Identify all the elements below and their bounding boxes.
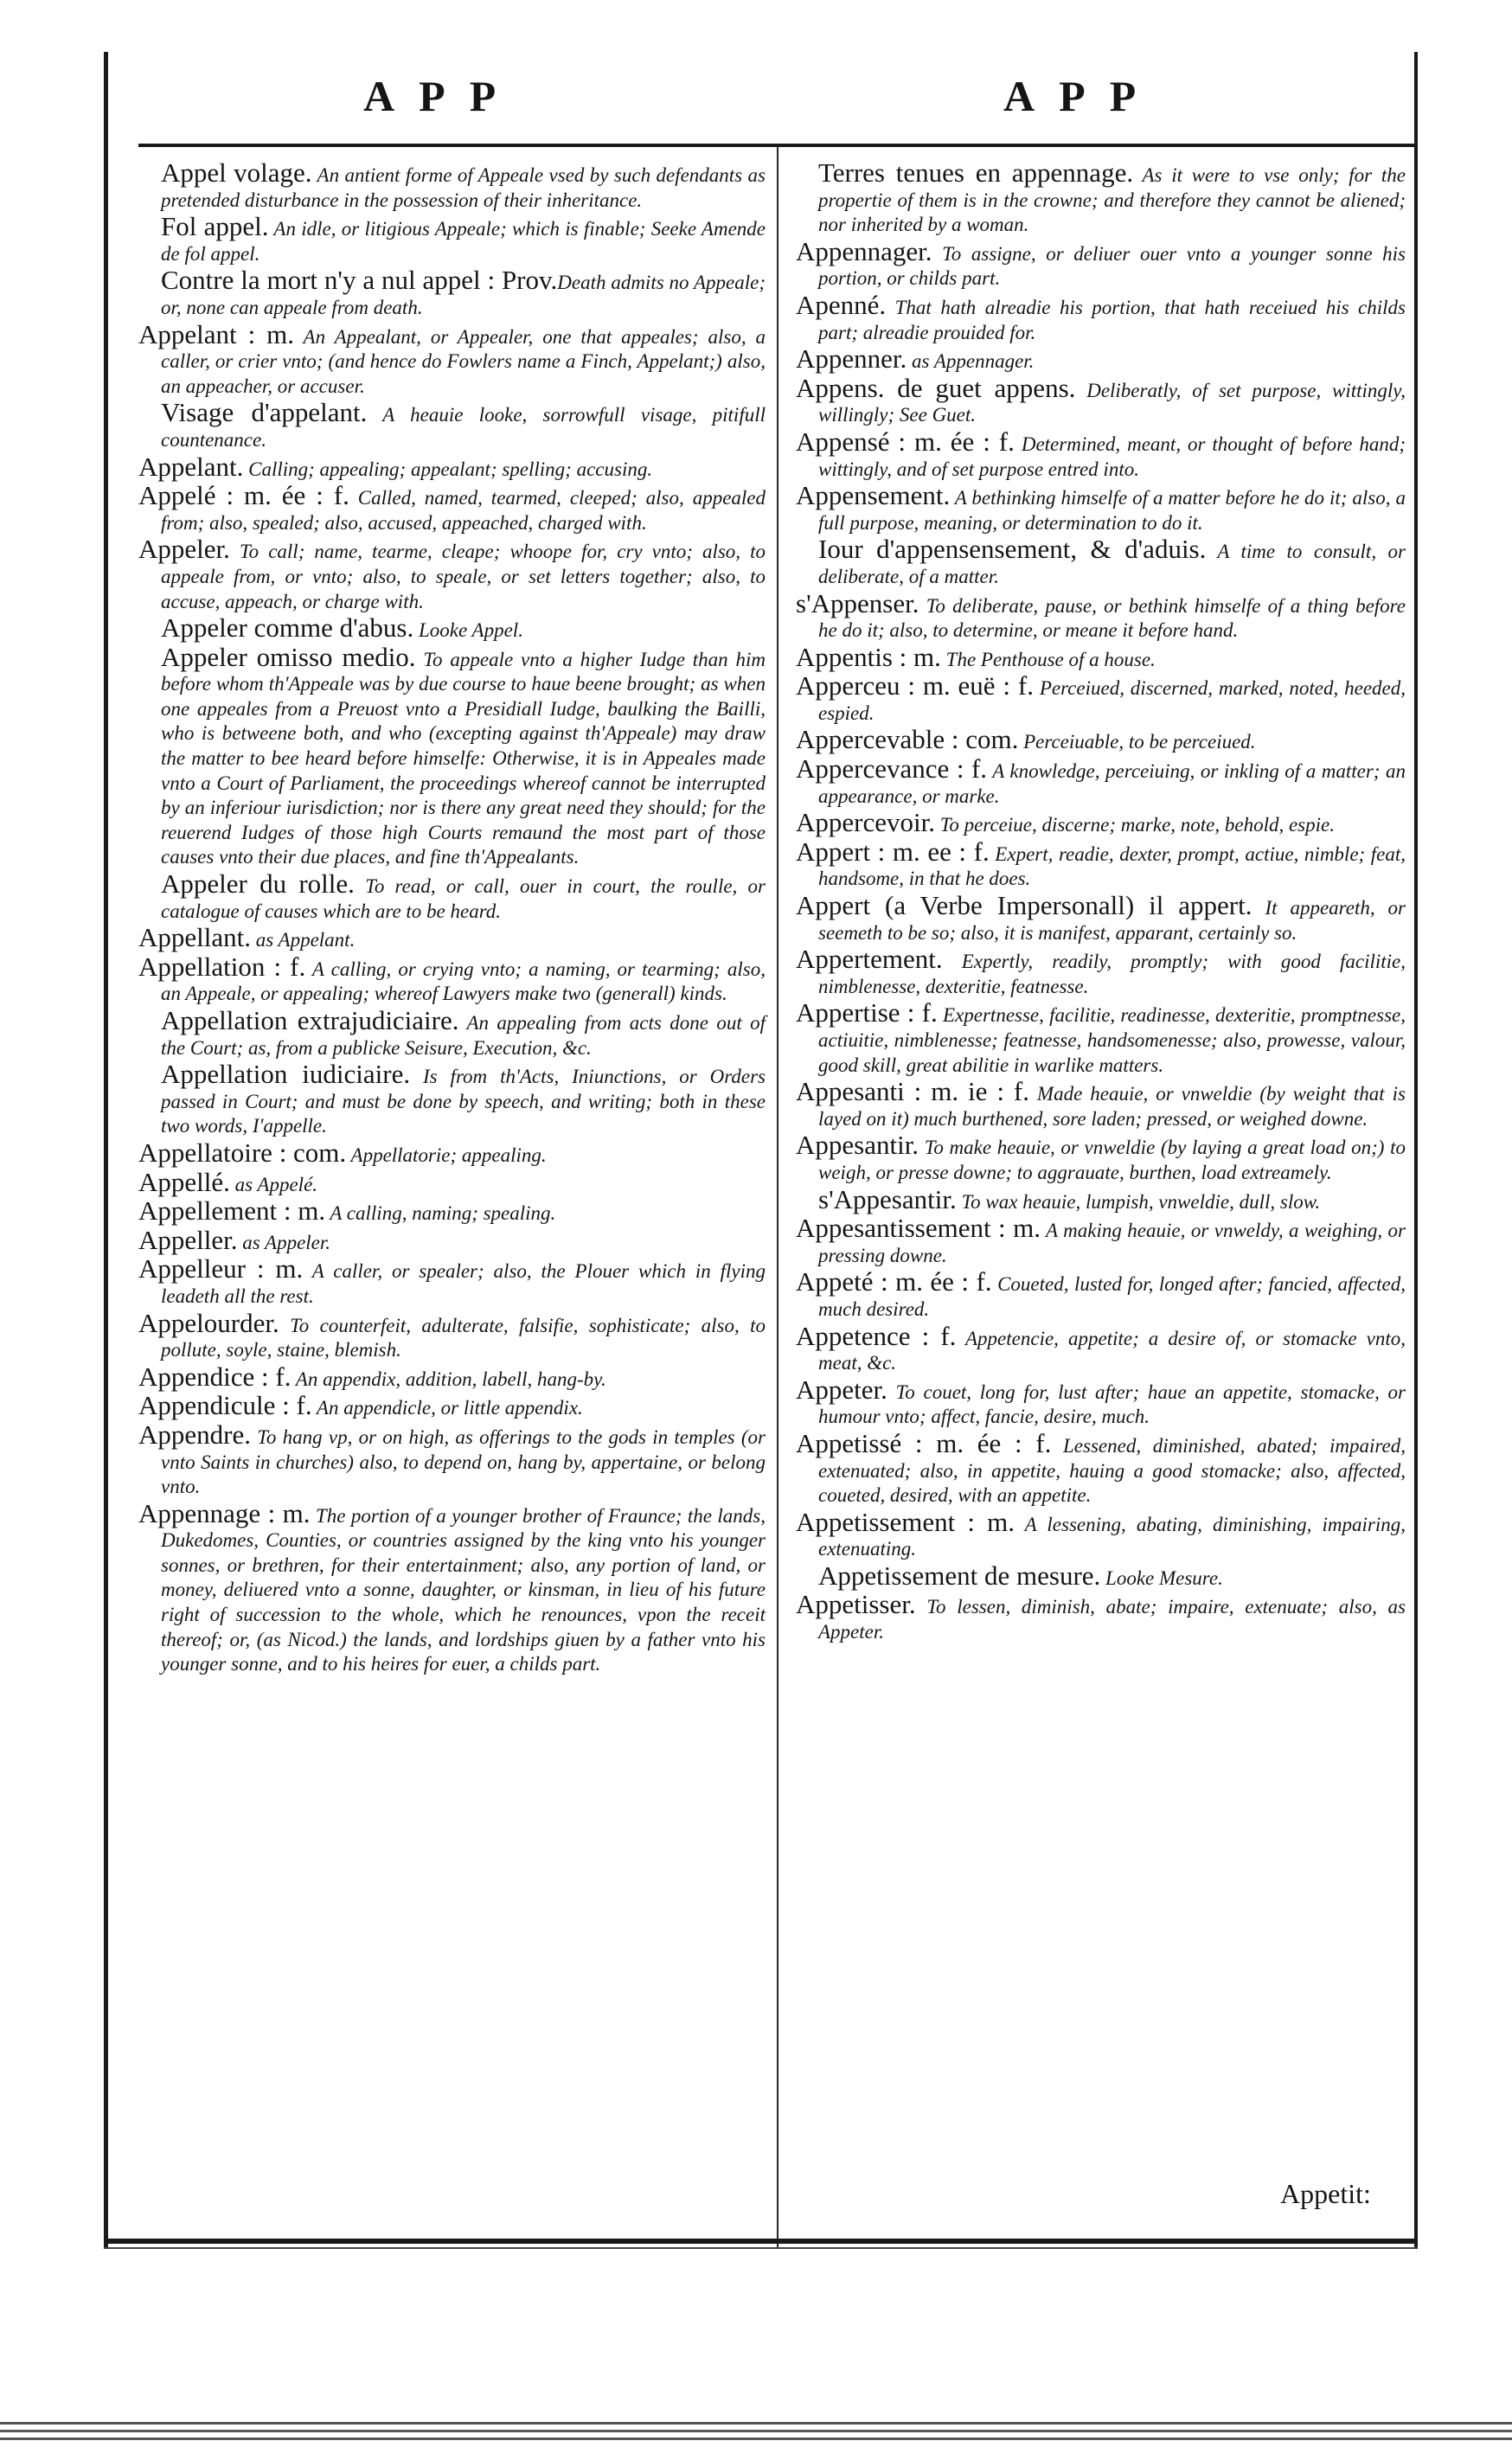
running-head-left: APP [363,72,521,120]
dictionary-entry [796,1130,1406,1185]
dictionary-entry [796,944,1406,999]
entry-headword: s'Appenser. [796,587,919,618]
dictionary-entry [796,1076,1406,1131]
dictionary-entry [138,451,766,483]
dictionary-entry [138,157,766,213]
entry-headword: Appertise : f. [796,997,938,1028]
entry-definition: Called, named, tearmed, cleeped; also, appealed from; also, spealed; also, accused, appeached, charged with. [161,487,766,534]
entry-definition: Appetencie, appetite; a desire of, or stomacke vnto, meat, &c. [818,1327,1406,1374]
entry-definition: Expert, readie, dexter, prompt, actiue, nimble; feat, handsome, in that he does. [818,842,1406,890]
entry-headword: Appesantir. [796,1130,919,1161]
entry-headword: Appellation : f. [138,951,306,982]
entry-headword: Appennager. [796,235,932,266]
dictionary-entry [138,265,766,320]
dictionary-entry [796,235,1406,291]
entry-headword: Contre la mort n'y a nul appel : Prov. [161,265,558,296]
entry-definition: To call; name, tearme, cleape; whoope for, cry vnto; also, to appeale from, or vnto; also, to speale, or set letters together; also, to accuse, appeach, or charge with. [161,541,766,612]
header-rule [138,144,1414,147]
entry-headword: Iour d'appensensement, & d'aduis. [818,534,1207,565]
entry-headword: Appeté : m. ée : f. [796,1266,992,1297]
entry-definition: Death admits no Appeale; or, none can appeale from death. [161,272,766,318]
dictionary-entry [138,480,766,535]
dictionary-entry [796,836,1406,892]
entry-definition: The Penthouse of a house. [940,648,1156,670]
dictionary-entry [138,1059,766,1139]
entry-headword: Appelé : m. ée : f. [138,480,349,511]
dictionary-entry [796,534,1406,589]
entry-headword: Appellant. [138,922,251,953]
entry-headword: Appert : m. ee : f. [796,836,990,867]
entry-definition: To assigne, or deliuer ouer vnto a younger sonne his portion, or childs part. [818,242,1406,290]
dictionary-entry [796,426,1406,482]
dictionary-entry [138,1137,766,1169]
dictionary-entry [138,1390,766,1421]
entry-definition: Looke Mesure. [1100,1566,1223,1589]
dictionary-entry [138,1361,766,1393]
entry-definition: A calling, naming; spealing. [325,1202,556,1225]
entry-headword: Appelant : m. [138,318,294,349]
entry-definition: as Appeler. [237,1231,331,1253]
entry-definition: Calling; appealing; appealant; spelling; accusing. [243,458,653,480]
entry-definition: To counterfeit, adulterate, falsifie, sophisticate; also, to pollute, soyle, staine, blemish. [161,1314,766,1361]
entry-headword: Apperceu : m. euë : f. [796,670,1034,701]
entry-headword: Appelleur : m. [138,1253,304,1284]
entry-definition: A knowledge, perceiuing, or inkling of a matter; an appearance, or marke. [818,760,1406,807]
entry-definition: That hath alreadie his portion, that hath receiued his childs part; alreadie prouided for. [818,296,1406,343]
entry-headword: Appensement. [796,480,951,511]
dictionary-entry [796,1266,1406,1322]
dictionary-entry [796,1560,1406,1592]
dictionary-entry [138,397,766,452]
entry-definition: To make heauie, or vnweldie (by laying a great load on;) to weigh, or presse downe; to aggrauate, burthen, load extreamely. [818,1137,1406,1183]
entry-definition: To lessen, diminish, abate; impaire, extenuate; also, as Appeter. [818,1596,1406,1643]
entry-headword: Appeller. [138,1224,238,1255]
dictionary-entry [138,612,766,644]
dictionary-entry [796,1183,1406,1215]
entry-definition: A bethinking himselfe of a matter before he do it; also, a full purpose, meaning, or determination to do it. [818,487,1406,534]
entry-headword: Appens. de guet appens. [796,372,1076,403]
dictionary-entry [138,1224,766,1256]
entry-headword: Appercevable : com. [796,724,1019,755]
entry-definition: Made heauie, or vnweldie (by weight that is layed on it) much burthened, sore laden; pressed, or weighed downe. [818,1083,1406,1130]
dictionary-entry [138,1497,766,1677]
entry-headword: Appellation extrajudiciaire. [161,1005,459,1035]
entry-definition: Is from th'Acts, Iniunctions, or Orders passed in Court; and must be done by speech, and writing; both in these two words, I'appelle. [161,1066,766,1137]
entry-definition: Lessened, diminished, abated; impaired, extenuated; also, in appetite, hauing a good stomacke; also, affected, coueted, desired, with an appetite. [818,1434,1406,1507]
entry-definition: A calling, or crying vnto; a naming, or tearming; also, an Appeale, or appealing; whereof Lawyers make two (generall) kinds. [161,958,766,1005]
entry-definition: as Appennager. [907,350,1035,373]
dictionary-entry [796,1213,1406,1268]
entry-definition: Perceiued, discerned, marked, noted, heeded, espied. [818,677,1406,724]
entry-headword: Appellatoire : com. [138,1137,347,1168]
dictionary-entry [138,1307,766,1363]
entry-headword: Appetissé : m. ée : f. [796,1427,1052,1458]
entry-headword: Terres tenues en appennage. [818,157,1134,188]
dictionary-entry [796,724,1406,755]
entry-definition: A lessening, abating, diminishing, impairing, extenuating. [818,1513,1406,1560]
catchword: Appetit: [1280,2178,1371,2209]
entry-headword: Appeler comme d'abus. [161,612,414,644]
entry-definition: An Appealant, or Appealer, one that appeales; also, a caller, or crier vnto; (and hence do Fowlers name a Finch, Appelant;) also, an appeacher, or accuser. [161,325,766,397]
dictionary-entry [138,922,766,953]
dictionary-entry [796,480,1406,535]
dictionary-entry [796,343,1406,375]
entry-headword: Appendicule : f. [138,1390,312,1421]
entry-headword: Appelant. [138,451,244,482]
page-frame-bottom-rule [104,2247,1418,2249]
dictionary-entry [138,951,766,1007]
entry-definition: Expertnesse, facilitie, readinesse, dexteritie, promptnesse, actiuitie, nimblenesse; featnesse, handsomenesse; also, prowesse, valour, good skill, great abilitie in warlike matters. [818,1004,1406,1076]
entry-definition: To deliberate, pause, or bethink himselfe of a thing before he do it; also, to determine, or meane it before hand. [818,594,1406,642]
dictionary-entry [796,372,1406,428]
entry-headword: Appetissement de mesure. [818,1560,1101,1591]
entry-headword: Appesantissement : m. [796,1213,1041,1244]
entry-headword: Apenné. [796,289,887,320]
entry-definition: Appellatorie; appealing. [346,1144,547,1166]
dictionary-entry [138,1419,766,1500]
dictionary-entry [138,534,766,614]
entry-definition: To wax heauie, lumpish, vnweldie, dull, slow. [956,1190,1321,1213]
entry-headword: Appellement : m. [138,1195,326,1227]
dictionary-entry [796,1427,1406,1509]
entry-definition: An appendix, addition, labell, hang-by. [291,1368,606,1390]
dictionary-entry [796,587,1406,644]
entry-headword: Appel volage. [161,157,312,188]
entry-definition: To appeale vnto a higher Iudge than him before whom th'Appeale was by due course to haue beene brought; as when one appeales from a Preuost vnto a Presidiall Iudge, baulking the Bailli, who is betweene both, and who (excepting against th'Appeale) may draw the matter to bee heard before himselfe: Otherwise, it is in Appeales made vnto a Court of Parliament, the proceedings whereof cannot be interrupted by an inferiour iurisdiction; nor is there any great need they should; for the reuerend Iudges of those high Courts remaund the most part of those causes vnto their due places, and fine th'Appealants. [161,648,766,868]
entry-headword: Appellé. [138,1166,230,1197]
dictionary-entry [138,1005,766,1060]
dictionary-entry [138,1166,766,1198]
dictionary-entry [796,1374,1406,1430]
entry-headword: Visage d'appelant. [161,397,368,428]
entry-headword: Appetissement : m. [796,1506,1015,1537]
entry-definition: A caller, or spealer; also, the Plouer which in flying leadeth all the rest. [161,1260,766,1307]
page-edge-lines [0,2422,1512,2457]
dictionary-entry [796,641,1406,673]
dictionary-entry [138,211,766,266]
entry-definition: It appeareth, or seemeth to be so; also, it is manifest, apparant, certainly so. [818,897,1406,944]
entry-headword: Appentis : m. [796,641,941,672]
left-column [138,157,766,1679]
entry-definition: as Appelé. [229,1173,318,1195]
dictionary-entry [796,753,1406,809]
entry-headword: Appendice : f. [138,1361,292,1392]
entry-definition: To couet, long for, lust after; haue an appetite, stomacke, or humour vnto; affect, fancie, desire, much. [818,1381,1406,1428]
entry-definition: A making heauie, or vnweldy, a weighing, or pressing downe. [818,1220,1406,1266]
entry-definition: To read, or call, ouer in court, the roulle, or catalogue of causes which are to be heard. [161,875,766,922]
entry-definition: A heauie looke, sorrowfull visage, pitifull countenance. [161,404,766,451]
dictionary-entry [796,157,1406,238]
dictionary-entry [138,641,766,870]
entry-definition: Determined, meant, or thought of before hand; wittingly, and of set purpose entred into. [818,432,1406,480]
dictionary-entry [796,1320,1406,1376]
entry-headword: Appendre. [138,1419,251,1450]
dictionary-entry [138,1253,766,1309]
entry-headword: Appetisser. [796,1589,916,1620]
page-frame-right [1414,52,1418,2249]
dictionary-entry [138,868,766,924]
page-frame-bottom [104,2239,1418,2244]
entry-headword: Appeler. [138,534,230,565]
entry-headword: Appennage : m. [138,1497,311,1528]
entry-definition: Expertly, readily, promptly; with good facilitie, nimblenesse, dexteritie, featnesse. [818,951,1406,997]
entry-headword: Appercevoir. [796,807,935,838]
entry-headword: Appesanti : m. ie : f. [796,1076,1029,1107]
entry-headword: Appetence : f. [796,1320,957,1351]
dictionary-entry [796,289,1406,345]
entry-definition: Coueted, lusted for, longed after; fancied, affected, much desired. [818,1273,1406,1320]
entry-definition: An appealing from acts done out of the Court; as, from a publicke Seisure, Execution, &c. [161,1012,766,1059]
column-divider [777,145,778,2247]
entry-definition: Deliberatly, of set purpose, wittingly, willingly; See Guet. [818,379,1406,426]
dictionary-entry [796,1506,1406,1562]
entry-headword: Appensé : m. ée : f. [796,426,1015,457]
entry-definition: as Appelant. [251,929,356,951]
entry-headword: Appellation iudiciaire. [161,1059,411,1090]
entry-definition: An appendicle, or little appendix. [311,1397,583,1419]
entry-headword: Appercevance : f. [796,753,988,785]
dictionary-entry [796,890,1406,945]
page-frame-left [104,52,108,2249]
right-column [796,157,1406,1647]
entry-definition: A time to consult, or deliberate, of a matter. [818,541,1406,587]
entry-definition: Perceiuable, to be perceiued. [1018,731,1256,753]
entry-headword: Appeler omisso medio. [161,641,416,672]
running-head-right: APP [1003,72,1161,120]
entry-definition: An antient forme of Appeale vsed by such defendants as pretended disturbance in the possession of their inheritance. [161,164,766,211]
entry-headword: Appertement. [796,944,943,975]
entry-headword: Appenner. [796,343,907,375]
entry-definition: Looke Appel. [413,619,523,642]
entry-headword: Appelourder. [138,1307,279,1338]
entry-headword: Appert (a Verbe Impersonall) il appert. [796,890,1253,921]
entry-headword: Fol appel. [161,211,269,242]
entry-definition: To hang vp, or on high, as offerings to the gods in temples (or vnto Saints in churches) also, to depend on, hang by, appertaine, or belong vnto. [161,1425,766,1498]
dictionary-entry [138,1195,766,1227]
dictionary-entry [796,997,1406,1078]
dictionary-entry [796,670,1406,726]
entry-definition: An idle, or litigious Appeale; which is finable; Seeke Amende de fol appel. [161,218,766,265]
entry-headword: Appeler du rolle. [161,868,355,900]
entry-definition: To perceiue, discerne; marke, note, behold, espie. [934,814,1335,836]
entry-definition: The portion of a younger brother of Fraunce; the lands, Dukedomes, Counties, or countries assigned by the king vnto his younger sonnes, or brethren, for their entertainment; also, any portion of land, or money, deliuered vnto a sonne, daughter, or kinsman, in lieu of his future right of succession to the whole, which he renounces, vpon the receit thereof; or, (as Nicod.) the lands, and lordships giuen by a father vnto his younger sonne, and to his heires for euer, a childs part. [161,1504,766,1675]
entry-definition: As it were to vse only; for the propertie of them is in the crowne; and therefore they cannot be aliened; nor inherited by a woman. [818,164,1406,236]
dictionary-entry [138,318,766,400]
entry-headword: Appeter. [796,1374,887,1405]
entry-headword: s'Appesantir. [818,1183,957,1214]
dictionary-entry [796,807,1406,838]
dictionary-entry [796,1589,1406,1644]
